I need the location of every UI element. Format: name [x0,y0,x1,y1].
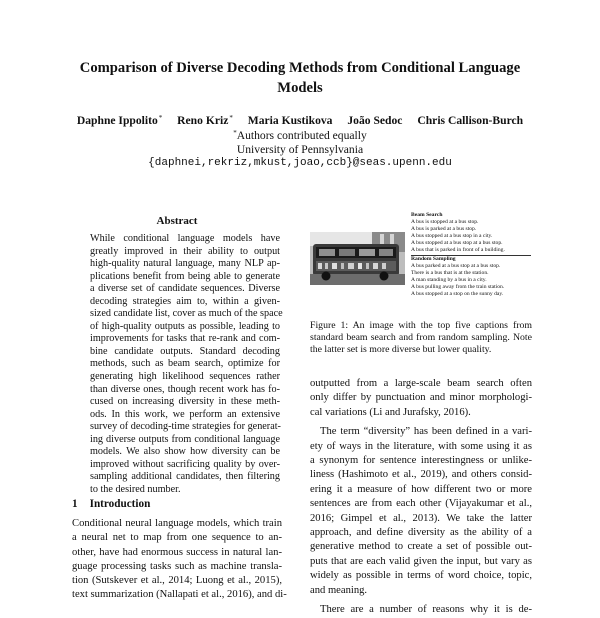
bus-photo-image [310,232,405,285]
author: Daphne Ippolito* [76,114,163,127]
random-caption: A bus parked at a bus stop at a bus stop. [411,263,501,269]
beam-search-heading: Beam Search [411,212,443,218]
intro-line: a neural net to map from one sequence to an- [72,532,282,544]
abstract-line: decoding strategies aim to, within a given- [90,295,280,307]
figure-caption-line: the latter set is more diverse but lower quality. [310,344,492,355]
title-line: Models [277,80,323,96]
abstract-line: improved without sacrificing quality by over- [90,458,280,470]
abstract-line: methods, such as beam search, optimize for [90,358,280,370]
abstract-line: to the desired number. [90,483,181,495]
author-mark: * [158,114,163,122]
abstract-line: plications benefit from being able to generate [90,270,280,282]
figure-caption-line: standard beam search and from random sampling. Note [310,332,532,343]
intro-line: guage processing tasks such as machine transla- [72,560,282,572]
body-line: a synonym for sentence interestingness or unlike- [310,455,532,467]
figure-photo [310,232,405,285]
random-caption: A bus pulling away from the train station. [411,284,505,290]
abstract-line: a diverse set of candidate sequences. Diverse [90,283,280,295]
beam-caption: A bus is stopped at a bus stop. [411,219,479,225]
author: Reno Kriz* [177,114,233,127]
abstract-line: of high-quality outputs as possible, leading to [90,320,280,332]
body-line: only differ by punctuation and minor morphologi- [310,392,532,404]
beam-caption: A bus stopped at a bus stop at a bus stop. [411,240,503,246]
author-list [40,114,560,127]
section-heading [72,498,150,510]
author-mark: * [229,114,233,122]
abstract-line: While conditional language models have [90,233,280,244]
abstract-line: ing diverse outputs from conditional language [90,433,280,445]
beam-caption: A bus stopped at a bus stop in a city. [411,233,493,239]
body-line: There are a number of reasons why it is de- [320,604,532,616]
body-line: cal variations (Li and Jurafsky, 2016). [310,406,471,418]
section-number: 1 [72,498,78,510]
beam-caption: A bus that is parked in front of a building. [411,247,505,253]
abstract-line: high-quality natural language, many NLP ap- [90,258,280,270]
author: Chris Callison-Burch [417,114,524,127]
abstract-line: models. We also show how diversity can be [90,446,280,458]
random-caption: A bus stopped at a stop on the sunny day. [411,291,504,297]
paper-title [60,58,540,98]
body-line: widely as possible in terms of word choice, topic, [310,570,532,582]
random-caption: There is a bus that is at the station. [411,270,489,276]
affiliation: University of Pennsylvania [236,143,364,156]
body-line: puts that are each valid given the input, but vary as [310,555,532,567]
abstract-line: than diverse ones, though recent work has fo- [90,383,280,395]
contribution-note: *Authors contributed equally [233,129,367,142]
body-line: sentences are from each other (Vijayakumar et al., [310,498,532,510]
figure-caption [310,320,532,356]
author-mark: * [233,129,237,137]
intro-line: other, have had enormous success in natural lan- [72,546,282,558]
abstract-line: greatly improved in their ability to output [90,245,280,257]
title-line: Comparison of Diverse Decoding Methods from Conditional Language [79,60,521,76]
abstract-line: survey of decoding-time strategies for generat- [90,421,281,433]
body-line: approach, and define diversity as the ability of a [310,527,532,539]
abstract-line: generating high likelihood sequences rather [90,371,280,383]
body-line: 2016; Gimpel et al., 2013). We take the latter [310,512,532,524]
body-line: ety of ways in the literature, with some using it as [310,440,532,452]
intro-body [72,517,287,603]
right-column-body [310,377,532,618]
random-sampling-heading: Random Sampling [411,256,456,262]
abstract-line: sampling additional candidates, then filtering [90,471,280,483]
section-title: Introduction [89,498,151,510]
intro-line: Conditional neural language models, which train [72,518,282,529]
abstract-line: cused on increasing diversity in these meth- [90,396,280,408]
body-line: and meaning. [310,584,368,596]
body-line: ering it a measure of how different two or more [310,483,532,495]
body-line: outputted from a large-scale beam search often [310,378,532,389]
beam-caption: A bus is parked at a bus stop. [411,226,477,232]
figure-caption-lists [411,212,531,298]
author: Maria Kustikova [247,114,333,127]
abstract-body [90,233,283,496]
body-line: The term “diversity” has been defined in a vari- [320,426,532,438]
abstract-line: bine candidate outputs. Standard decoding [90,345,280,357]
abstract-heading: Abstract [156,215,198,227]
abstract-line: sized candidate list, cover as much of the space [90,308,283,320]
intro-line: tion (Sutskever et al., 2014; Luong et al., 2015), [72,575,282,587]
body-line: generative method to create a set of possible out- [310,541,532,553]
intro-line: text summarization (Nallapati et al., 2016), and di- [72,589,287,601]
body-line: liness (Hashimoto et al., 2019), and others consid- [310,469,532,481]
abstract-line: improvements for tasks that re-rank and com- [90,333,280,345]
author: João Sedoc [347,114,403,127]
email-addresses: {daphnei,rekriz,mkust,joao,ccb}@seas.upenn.edu [148,157,452,169]
figure-caption-line: Figure 1: An image with the top five captions from [310,320,532,331]
abstract-line: ods. In this work, we perform an extensive [90,408,280,420]
random-caption: A man standing by a bus in a city. [411,277,487,283]
